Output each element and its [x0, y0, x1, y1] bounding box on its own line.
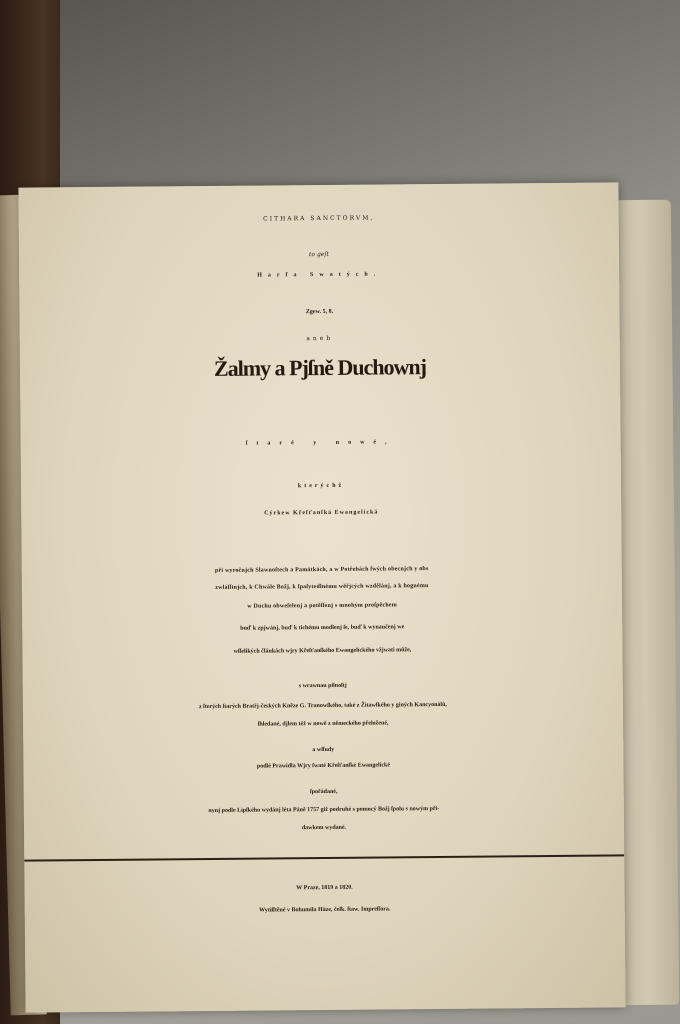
- body-line-7: ſhledané, djlem též w nowě z německého přeložené,: [257, 720, 389, 728]
- title-page: [18, 182, 625, 1012]
- kterychz-line: kterýchž: [297, 482, 345, 490]
- body-line-5: wſſelikých článkách wjry Křeſťanſkého Ewangelického vžjwati může,: [233, 647, 412, 655]
- body-line-6: z ſterých ſtarých Bratřj-českých Kněze G. Tranowſkého, také z Žitawſkého y giných Kancyonálů,: [198, 701, 447, 711]
- pilnosti-line: s wrawnau pilnoſtj: [298, 682, 347, 690]
- body-line-8: nynj podle Lipſkého wydánj léta Páně 1757 giž podruhé s pomocý Božj ſpolu s nowým při-: [208, 805, 440, 814]
- title-page-text: [18, 182, 625, 1012]
- harfa-title: Harfa Swatých.: [257, 271, 382, 279]
- main-title: Žalmy a Pjſně Duchownj: [213, 354, 427, 381]
- body-line-1: při wyročnjch Slawnoſtech a Památkách, a w Potřebách ſwých obecnjch y obs: [214, 566, 429, 574]
- spokadane-line: ſpořádané,: [309, 788, 338, 796]
- body-line-9: dawkem wydané.: [301, 824, 347, 832]
- podle-line: podlé Prawidla Wjry ſwaté Křeſťanſké Ewangelické: [256, 762, 391, 770]
- imprint-printer: Wytiſſtěné v Bohumila Háze, čeſk. ſtaw. Impreſſora.: [259, 906, 391, 914]
- divider-rule: [24, 854, 624, 861]
- latin-title: CITHARA SANCTORVM,: [263, 214, 375, 223]
- aneb-line: aneb: [306, 334, 334, 343]
- to-gest-line: to geſt: [308, 250, 330, 259]
- body-line-3: w Duchu obweſelenj a potěſſenj s mnohým proſpěchem: [247, 602, 397, 610]
- church-title: Cýrkew Křeſťanſká Ewangelická: [264, 509, 379, 517]
- scripture-reference: Zgew. 5, 8.: [305, 308, 334, 316]
- stare-nowe-line: ſtaré y nowé,: [245, 439, 396, 447]
- body-line-4: buď k zpjwánj, buď k tichému modlenj ſe, buď k wynaučenj we: [240, 624, 405, 632]
- imprint-place: W Praze, 1819 a 1820.: [296, 884, 353, 892]
- a-wssudy-line: a wſſudy: [312, 746, 335, 754]
- body-line-2: zwláſſtnjch, k Chwále Božj, k ſpaſytedlnému wěřjcých wzdělánj, a k hognému: [215, 583, 429, 591]
